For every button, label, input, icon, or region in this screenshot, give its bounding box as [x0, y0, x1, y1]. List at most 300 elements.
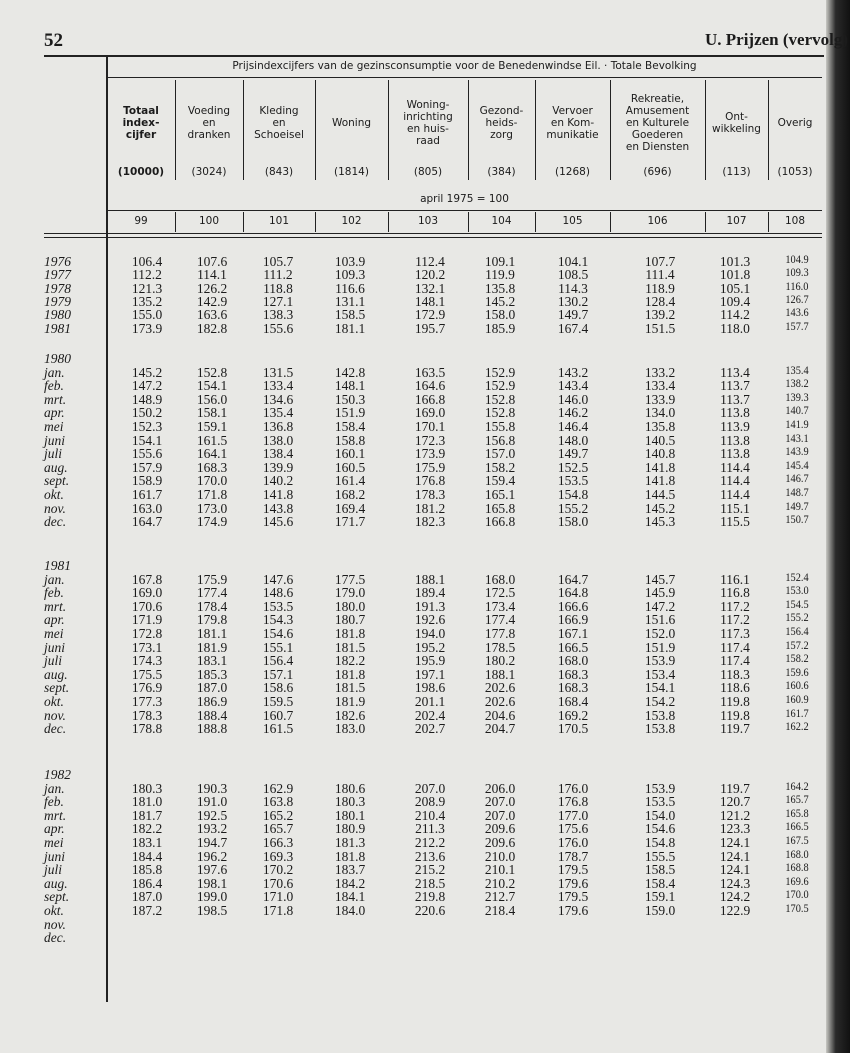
value-cell: 149.7	[557, 307, 589, 323]
value-cell: 124.1	[719, 848, 751, 864]
value-cell: 152.8	[484, 391, 516, 407]
row-label: nov.	[44, 916, 66, 932]
value-cell: 188.8	[196, 721, 228, 737]
value-cell: 165.7	[785, 794, 809, 807]
column-divider	[388, 212, 389, 232]
row-label: mei	[44, 625, 64, 641]
value-cell: 112.4	[415, 254, 445, 269]
value-cell: 180.6	[334, 780, 366, 796]
value-cell: 168.3	[557, 680, 589, 696]
value-cell: 157.2	[785, 639, 809, 652]
column-header	[107, 80, 175, 180]
value-cell: 172.9	[414, 307, 446, 323]
value-cell: 182.2	[334, 653, 366, 669]
value-cell: 105.7	[262, 254, 294, 269]
row-label: sept.	[44, 473, 70, 489]
value-cell: 169.4	[334, 500, 366, 516]
value-cell: 177.5	[334, 571, 366, 587]
value-cell: 133.4	[262, 378, 294, 394]
value-cell: 186.9	[196, 693, 228, 709]
value-cell: 156.4	[785, 625, 809, 638]
value-cell: 158.6	[262, 680, 294, 696]
top-rule	[44, 55, 824, 57]
value-cell: 166.8	[414, 391, 446, 407]
column-divider	[175, 80, 176, 180]
value-cell: 113.8	[720, 405, 750, 421]
value-cell: 194.0	[414, 625, 446, 641]
value-cell: 213.6	[414, 848, 446, 864]
value-cell: 169.0	[414, 405, 446, 421]
value-cell: 141.9	[785, 418, 809, 431]
value-cell: 198.5	[196, 902, 228, 918]
value-cell: 168.3	[196, 459, 228, 475]
value-cell: 154.0	[644, 807, 676, 823]
value-cell: 152.0	[644, 625, 676, 641]
title-rule	[107, 77, 822, 78]
value-cell: 153.8	[644, 707, 676, 723]
value-cell: 160.7	[262, 707, 294, 723]
value-cell: 121.2	[719, 807, 751, 823]
value-cell: 180.9	[334, 821, 366, 837]
value-cell: 161.7	[131, 486, 163, 502]
value-cell: 157.1	[262, 666, 294, 682]
column-code: 103	[417, 215, 439, 227]
value-cell: 209.6	[484, 821, 516, 837]
value-cell: 121.3	[131, 280, 163, 296]
column-divider	[468, 80, 469, 180]
value-cell: 101.8	[719, 267, 751, 283]
value-cell: 158.2	[785, 653, 809, 666]
value-cell: 148.9	[131, 391, 163, 407]
value-cell: 182.3	[414, 514, 446, 530]
value-cell: 197.1	[414, 666, 446, 682]
value-cell: 145.4	[785, 459, 809, 472]
value-cell: 204.6	[484, 707, 516, 723]
value-cell: 158.1	[196, 405, 228, 421]
column-header	[175, 80, 243, 180]
value-cell: 182.6	[334, 707, 366, 723]
value-cell: 181.0	[131, 794, 163, 810]
value-cell: 139.9	[262, 459, 294, 475]
value-cell: 116.0	[785, 280, 809, 293]
value-cell: 180.0	[334, 598, 366, 614]
column-divider	[175, 212, 176, 232]
value-cell: 109.3	[334, 267, 366, 283]
value-cell: 131.1	[334, 294, 366, 310]
value-cell: 117.3	[720, 625, 750, 641]
value-cell: 150.7	[785, 514, 809, 527]
value-cell: 188.1	[484, 666, 516, 682]
value-cell: 172.8	[131, 625, 163, 641]
column-label: Rekreatie, Amusement en Kulturele Goederen en Diensten	[625, 93, 690, 153]
value-cell: 159.1	[196, 418, 228, 434]
value-cell: 156.8	[484, 432, 516, 448]
value-cell: 219.8	[414, 889, 446, 905]
column-code: 106	[647, 215, 668, 227]
value-cell: 181.1	[196, 625, 228, 641]
value-cell: 166.8	[484, 514, 516, 530]
value-cell: 169.0	[131, 585, 163, 601]
row-label: aug.	[44, 459, 68, 475]
value-cell: 183.1	[196, 653, 228, 669]
value-cell: 157.7	[785, 320, 809, 333]
value-cell: 119.7	[720, 780, 750, 796]
value-cell: 197.6	[196, 862, 228, 878]
value-cell: 168.8	[785, 862, 809, 875]
row-label: mei	[44, 418, 64, 434]
value-cell: 154.8	[644, 834, 676, 850]
value-cell: 143.4	[557, 378, 589, 394]
value-cell: 154.1	[644, 680, 676, 696]
value-cell: 168.3	[557, 666, 589, 682]
value-cell: 188.1	[414, 571, 446, 587]
value-cell: 149.7	[557, 446, 589, 462]
value-cell: 201.1	[414, 693, 446, 709]
value-cell: 155.6	[131, 446, 163, 462]
value-cell: 154.8	[557, 486, 589, 502]
value-cell: 140.7	[785, 405, 809, 418]
row-label: juli	[44, 653, 63, 669]
value-cell: 171.8	[196, 486, 228, 502]
value-cell: 166.6	[557, 598, 589, 614]
value-cell: 114.3	[558, 280, 588, 296]
value-cell: 139.3	[785, 391, 809, 404]
column-divider	[315, 80, 316, 180]
column-label: Voeding en dranken	[187, 105, 231, 141]
value-cell: 154.2	[644, 693, 676, 709]
value-cell: 155.0	[131, 307, 163, 323]
value-cell: 153.0	[785, 585, 809, 598]
value-cell: 165.8	[484, 500, 516, 516]
value-cell: 155.2	[785, 612, 809, 625]
value-cell: 133.2	[644, 364, 676, 380]
value-cell: 126.7	[785, 294, 809, 307]
value-cell: 113.9	[720, 418, 750, 434]
value-cell: 181.7	[131, 807, 163, 823]
value-cell: 151.9	[644, 639, 676, 655]
value-cell: 113.4	[720, 364, 750, 380]
page-number: 52	[44, 30, 63, 51]
value-cell: 160.9	[785, 693, 809, 706]
value-cell: 169.6	[785, 875, 809, 888]
value-cell: 171.8	[262, 902, 294, 918]
value-cell: 145.2	[644, 500, 676, 516]
value-cell: 176.8	[414, 473, 446, 489]
value-cell: 150.2	[131, 405, 163, 421]
value-cell: 176.0	[557, 834, 589, 850]
value-cell: 210.0	[484, 848, 516, 864]
value-cell: 142.9	[196, 294, 228, 310]
value-cell: 186.4	[131, 875, 163, 891]
value-cell: 155.6	[262, 320, 294, 336]
value-cell: 109.3	[785, 267, 809, 280]
value-cell: 215.2	[414, 862, 446, 878]
section-year: 1982	[44, 767, 71, 782]
value-cell: 196.2	[196, 848, 228, 864]
row-label: feb.	[44, 585, 64, 601]
value-cell: 163.6	[196, 307, 228, 323]
column-label: Woning- inrichting en huis- raad	[403, 99, 453, 147]
value-cell: 150.3	[334, 391, 366, 407]
column-weight: (3024)	[191, 166, 227, 178]
value-cell: 147.6	[262, 571, 294, 587]
column-divider	[535, 212, 536, 232]
value-cell: 164.8	[557, 585, 589, 601]
value-cell: 114.4	[720, 473, 750, 489]
value-cell: 119.9	[485, 267, 515, 283]
value-cell: 175.9	[414, 459, 446, 475]
value-cell: 181.9	[334, 693, 366, 709]
value-cell: 187.0	[196, 680, 228, 696]
row-label: jan.	[44, 364, 65, 380]
column-weight: (1053)	[777, 166, 813, 178]
value-cell: 146.4	[557, 418, 589, 434]
value-cell: 185.3	[196, 666, 228, 682]
value-cell: 103.9	[334, 254, 366, 269]
column-header	[243, 80, 315, 180]
value-cell: 170.0	[196, 473, 228, 489]
value-cell: 167.5	[785, 834, 809, 847]
value-cell: 162.9	[262, 780, 294, 796]
column-weight: (805)	[413, 166, 443, 178]
value-cell: 153.5	[644, 794, 676, 810]
value-cell: 151.9	[334, 405, 366, 421]
value-cell: 114.4	[720, 459, 750, 475]
value-cell: 178.5	[484, 639, 516, 655]
value-cell: 128.4	[644, 294, 676, 310]
value-cell: 151.5	[644, 320, 676, 336]
value-cell: 145.3	[644, 514, 676, 530]
value-cell: 141.8	[262, 486, 294, 502]
value-cell: 136.8	[262, 418, 294, 434]
value-cell: 176.0	[557, 780, 589, 796]
value-cell: 158.0	[557, 514, 589, 530]
value-cell: 179.6	[557, 902, 589, 918]
row-label: jan.	[44, 571, 65, 587]
value-cell: 177.0	[557, 807, 589, 823]
value-cell: 161.7	[785, 707, 809, 720]
column-code: 99	[134, 215, 148, 227]
value-cell: 112.2	[132, 267, 162, 283]
value-cell: 163.5	[414, 364, 446, 380]
value-cell: 202.4	[414, 707, 446, 723]
value-cell: 109.1	[484, 254, 516, 269]
value-cell: 119.8	[720, 693, 750, 709]
value-cell: 170.2	[262, 862, 294, 878]
row-label: 1979	[44, 294, 71, 310]
row-label: apr.	[44, 821, 65, 837]
column-code: 105	[562, 215, 583, 227]
row-label: 1981	[44, 320, 71, 336]
value-cell: 117.2	[720, 612, 750, 628]
value-cell: 130.2	[557, 294, 589, 310]
value-cell: 192.6	[414, 612, 446, 628]
value-cell: 132.1	[414, 280, 446, 296]
value-cell: 133.4	[644, 378, 676, 394]
value-cell: 195.7	[414, 320, 446, 336]
section-year: 1980	[44, 351, 71, 366]
value-cell: 180.7	[334, 612, 366, 628]
column-code: 102	[341, 215, 362, 227]
value-cell: 147.2	[644, 598, 676, 614]
value-cell: 175.5	[131, 666, 163, 682]
row-label: mrt.	[44, 598, 67, 614]
value-cell: 160.1	[334, 446, 366, 462]
row-label: dec.	[44, 721, 67, 737]
value-cell: 206.0	[484, 780, 516, 796]
value-cell: 143.8	[262, 500, 294, 516]
value-cell: 118.6	[720, 680, 750, 696]
value-cell: 153.4	[644, 666, 676, 682]
value-cell: 113.8	[720, 446, 750, 462]
value-cell: 164.7	[557, 571, 589, 587]
value-cell: 182.2	[131, 821, 163, 837]
value-cell: 159.4	[484, 473, 516, 489]
value-cell: 141.8	[644, 459, 676, 475]
value-cell: 126.2	[196, 280, 228, 296]
value-cell: 177.4	[484, 612, 516, 628]
value-cell: 111.4	[645, 267, 675, 283]
value-cell: 113.8	[720, 432, 750, 448]
value-cell: 124.1	[719, 834, 751, 850]
value-cell: 181.8	[334, 666, 366, 682]
column-label: Woning	[331, 117, 372, 129]
value-cell: 143.6	[785, 307, 809, 320]
page-binding-edge	[826, 0, 850, 1053]
value-cell: 124.3	[719, 875, 751, 891]
value-cell: 124.1	[719, 862, 751, 878]
value-cell: 154.1	[196, 378, 228, 394]
value-cell: 135.4	[785, 364, 809, 377]
column-divider	[243, 80, 244, 180]
value-cell: 187.2	[131, 902, 163, 918]
value-cell: 142.8	[334, 364, 366, 380]
column-weight: (384)	[487, 166, 516, 178]
row-label: 1980	[44, 307, 71, 323]
value-cell: 175.6	[557, 821, 589, 837]
column-code: 100	[198, 215, 220, 227]
column-divider	[705, 80, 706, 180]
value-cell: 163.0	[131, 500, 163, 516]
value-cell: 158.9	[131, 473, 163, 489]
value-cell: 182.8	[196, 320, 228, 336]
column-header	[535, 80, 610, 180]
value-cell: 212.7	[484, 889, 516, 905]
value-cell: 159.5	[262, 693, 294, 709]
value-cell: 158.8	[334, 432, 366, 448]
column-divider	[705, 212, 706, 232]
value-cell: 140.5	[644, 432, 676, 448]
value-cell: 151.6	[644, 612, 676, 628]
value-cell: 164.6	[414, 378, 446, 394]
value-cell: 209.6	[484, 834, 516, 850]
column-divider	[388, 80, 389, 180]
value-cell: 181.5	[334, 680, 366, 696]
value-cell: 116.8	[720, 585, 750, 601]
value-cell: 158.5	[644, 862, 676, 878]
row-label: dec.	[44, 514, 67, 530]
value-cell: 177.8	[484, 625, 516, 641]
value-cell: 193.2	[196, 821, 228, 837]
value-cell: 194.7	[196, 834, 228, 850]
row-label: nov.	[44, 500, 66, 516]
value-cell: 152.8	[196, 364, 228, 380]
value-cell: 107.7	[644, 254, 676, 269]
value-cell: 187.0	[131, 889, 163, 905]
value-cell: 172.3	[414, 432, 446, 448]
value-cell: 144.5	[644, 486, 676, 502]
value-cell: 166.5	[557, 639, 589, 655]
row-label: juni	[44, 639, 66, 655]
value-cell: 163.8	[262, 794, 294, 810]
value-cell: 166.9	[557, 612, 589, 628]
value-cell: 210.2	[484, 875, 516, 891]
value-cell: 181.2	[414, 500, 446, 516]
column-header	[705, 80, 768, 180]
row-label: dec.	[44, 930, 67, 946]
running-head: U. Prijzen (vervolg)	[705, 30, 849, 49]
column-code: 108	[784, 215, 806, 227]
value-cell: 139.2	[644, 307, 676, 323]
value-cell: 181.5	[334, 639, 366, 655]
value-cell: 181.9	[196, 639, 228, 655]
value-cell: 138.4	[262, 446, 294, 462]
value-cell: 178.4	[196, 598, 228, 614]
value-cell: 155.2	[557, 500, 589, 516]
value-cell: 166.3	[262, 834, 294, 850]
value-cell: 177.4	[196, 585, 228, 601]
column-header	[768, 80, 822, 180]
value-cell: 174.3	[131, 653, 163, 669]
value-cell: 135.2	[131, 294, 163, 310]
value-cell: 145.2	[484, 294, 516, 310]
value-cell: 118.3	[720, 666, 750, 682]
value-cell: 154.1	[131, 432, 163, 448]
value-cell: 168.0	[557, 653, 589, 669]
column-code: 104	[491, 215, 512, 227]
row-label: jan.	[44, 780, 65, 796]
value-cell: 156.0	[196, 391, 228, 407]
column-weight: (696)	[643, 166, 672, 178]
value-cell: 207.0	[414, 780, 446, 796]
column-divider	[610, 212, 611, 232]
row-label: 1976	[44, 254, 71, 269]
column-divider	[315, 212, 316, 232]
value-cell: 138.3	[262, 307, 294, 323]
row-label: feb.	[44, 794, 64, 810]
value-cell: 153.9	[644, 653, 676, 669]
column-divider	[535, 80, 536, 180]
value-cell: 173.4	[484, 598, 516, 614]
value-cell: 148.1	[334, 378, 366, 394]
value-cell: 158.2	[484, 459, 516, 475]
value-cell: 178.3	[414, 486, 446, 502]
value-cell: 181.8	[334, 848, 366, 864]
value-cell: 117.2	[720, 598, 750, 614]
value-cell: 146.2	[557, 405, 589, 421]
value-cell: 135.8	[484, 280, 516, 296]
row-label: juli	[44, 862, 63, 878]
value-cell: 171.9	[131, 612, 163, 628]
row-label: feb.	[44, 378, 64, 394]
value-cell: 202.7	[414, 721, 446, 737]
value-cell: 179.8	[196, 612, 228, 628]
code-rule	[44, 233, 822, 234]
value-cell: 168.2	[334, 486, 366, 502]
value-cell: 168.0	[785, 848, 809, 861]
value-cell: 104.1	[557, 254, 589, 269]
column-weight: (1814)	[334, 166, 369, 178]
